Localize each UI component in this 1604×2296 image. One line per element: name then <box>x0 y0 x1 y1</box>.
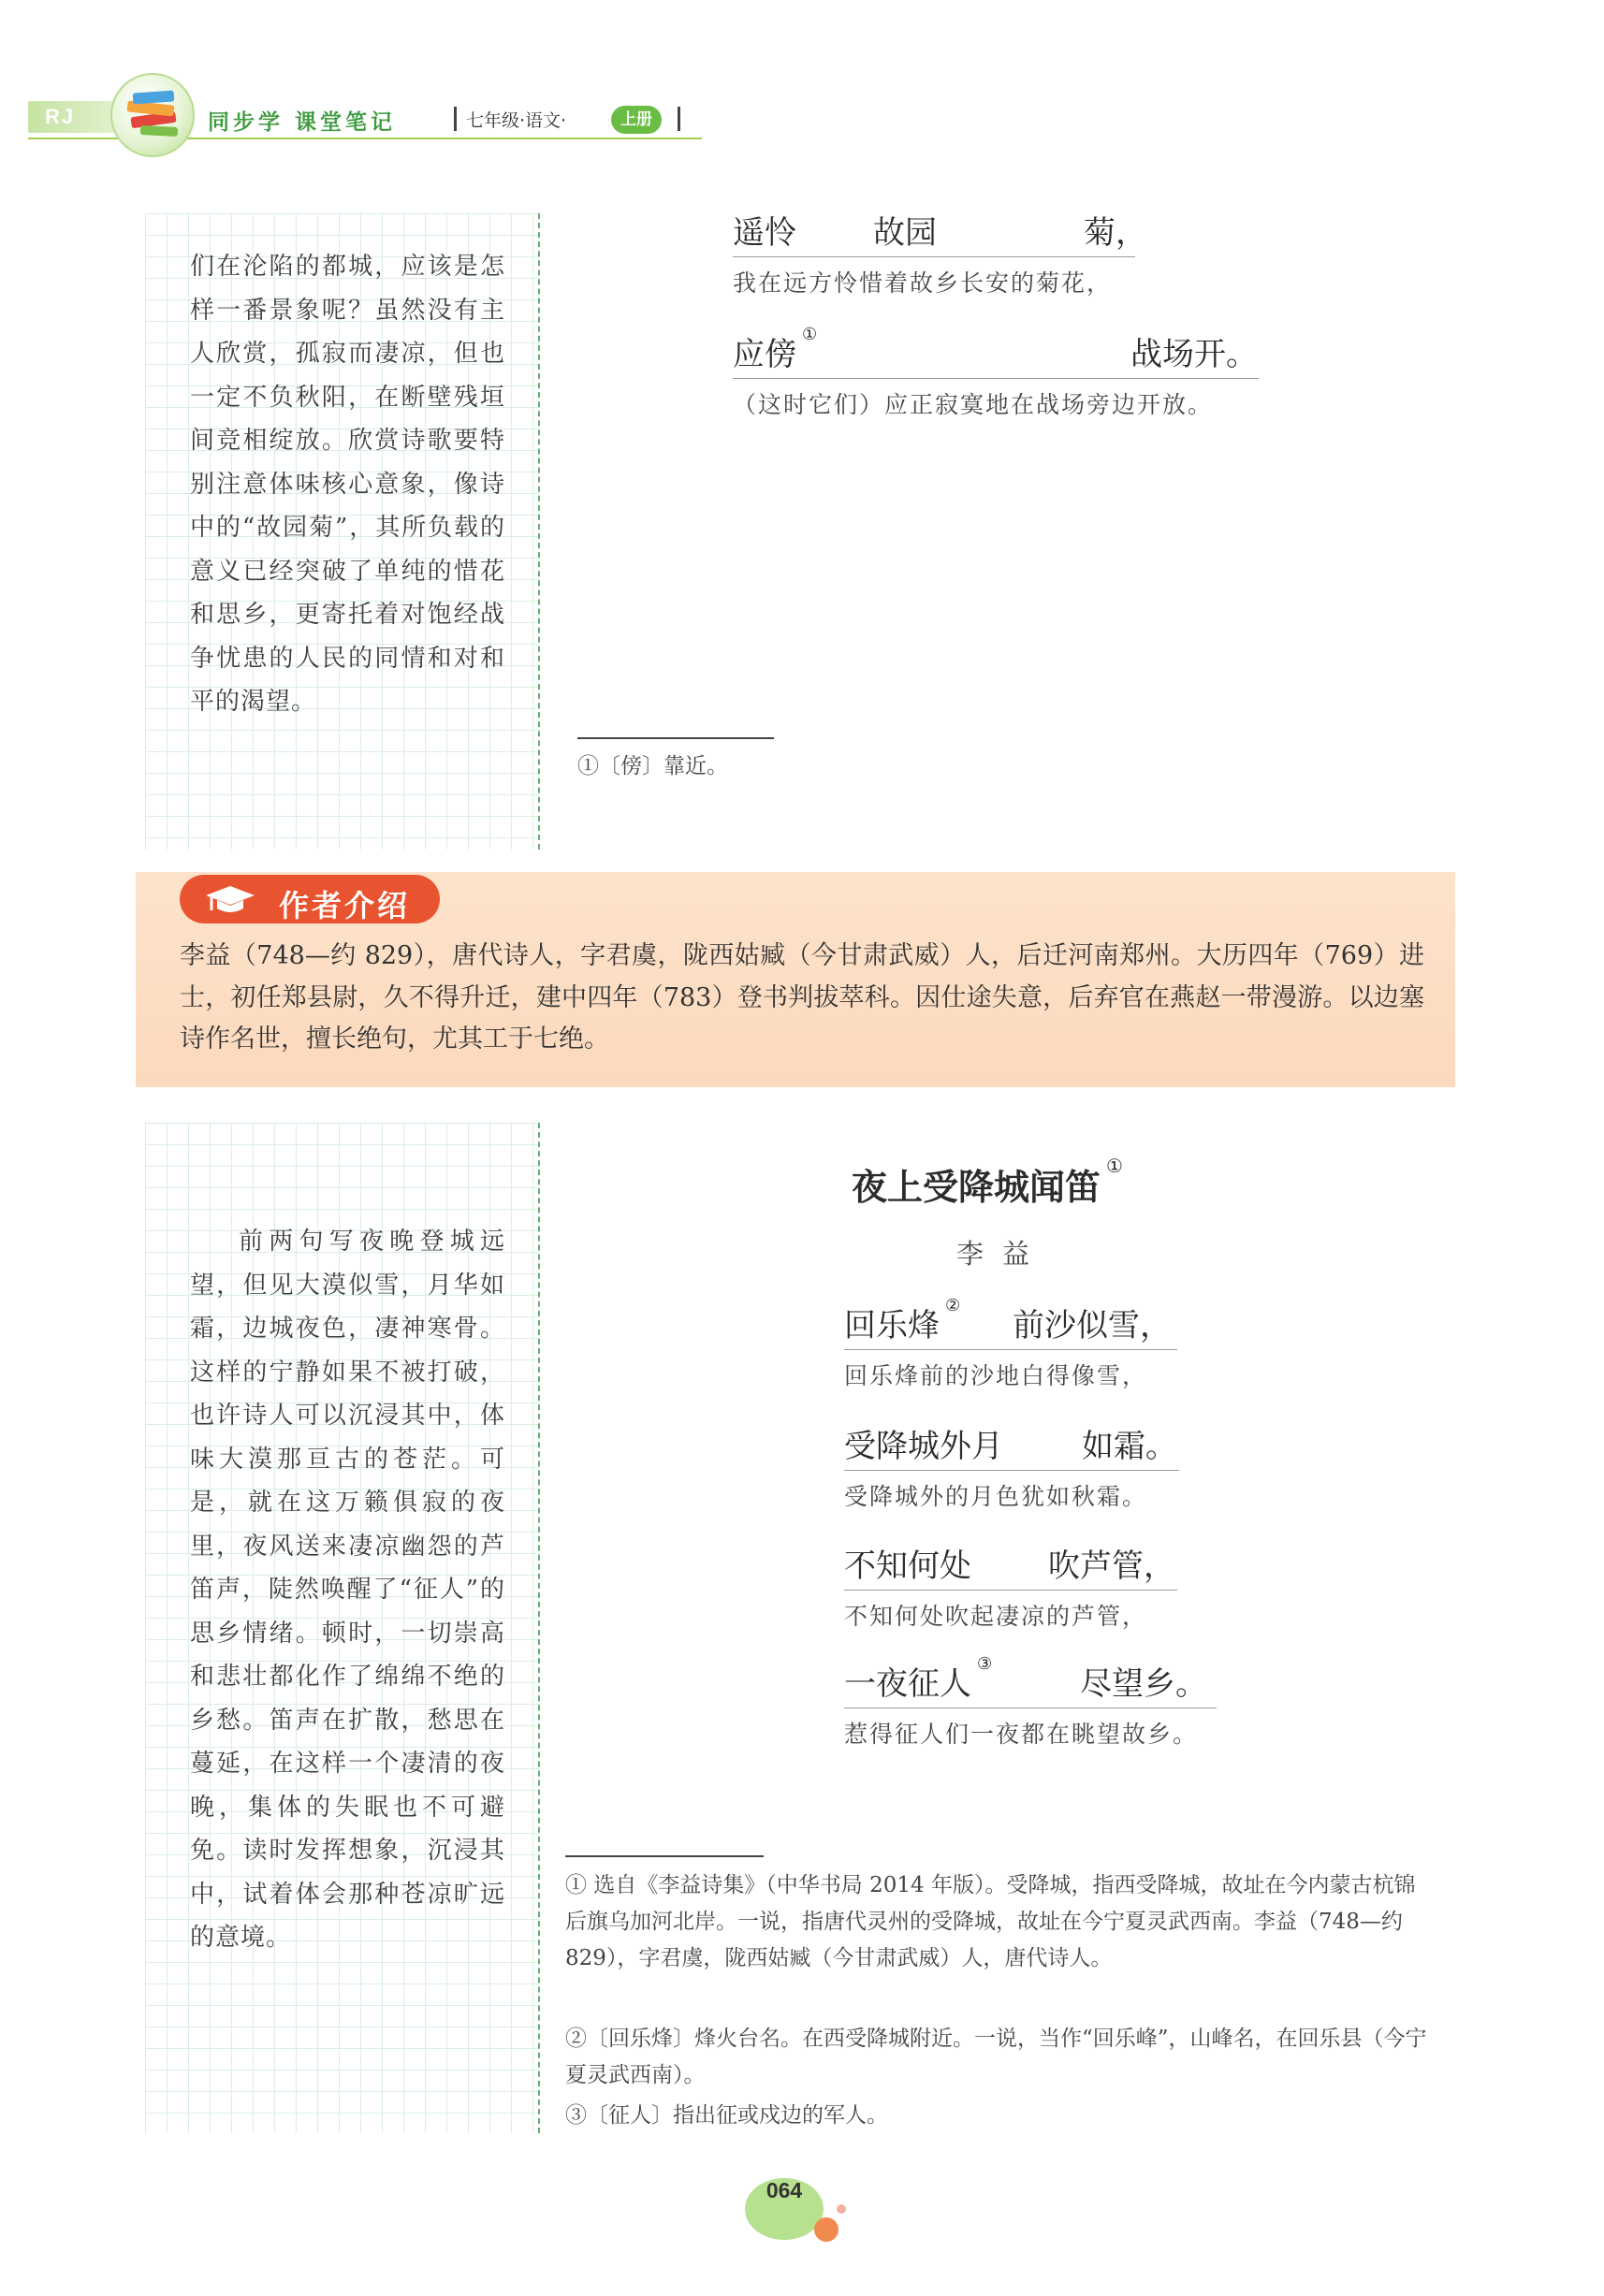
poem-translation: 我在远方怜惜着故乡长安的菊花， <box>733 269 1113 297</box>
poem-word: 战场开。 <box>1130 336 1258 373</box>
footnote: ③〔征人〕指出征或戍边的军人。 <box>565 2103 888 2128</box>
footnote-marker: ③ <box>977 1654 993 1674</box>
edition-code: RJ <box>45 105 76 128</box>
poem-line <box>733 325 1259 420</box>
graduation-cap-icon <box>200 875 256 923</box>
poem-word: 如霜。 <box>1082 1428 1177 1465</box>
poem-word: 菊， <box>1084 214 1147 252</box>
footnote-marker: ① <box>1106 1155 1123 1177</box>
footnote: ①〔傍〕靠近。 <box>577 754 728 778</box>
poem-translation: 受降城外的月色犹如秋霜。 <box>844 1483 1148 1510</box>
header-separator <box>678 107 680 131</box>
footnote: ②〔回乐烽〕烽火台名。在西受降城附近。一说，当作“回乐峰”，山峰名，在回乐县（今宁夏灵武西南）。 <box>565 2027 1427 2087</box>
decorative-dot <box>814 2217 838 2242</box>
volume-badge: 上册 <box>611 106 662 134</box>
footnote-rule <box>577 737 774 739</box>
side-note-box <box>145 1123 540 2133</box>
footnote-marker: ② <box>945 1296 961 1315</box>
poem-word: 一夜征人 <box>844 1665 971 1703</box>
poem-line <box>844 1421 1179 1512</box>
poem-translation: （这时它们）应正寂寞地在战场旁边开放。 <box>733 391 1214 418</box>
poem-translation: 不知何处吹起凄凉的芦管， <box>844 1603 1148 1630</box>
poem-word: 故园 <box>873 214 937 252</box>
series-title: 同步学 课堂笔记 <box>208 110 397 135</box>
poem-author: 李益 <box>956 1238 1049 1270</box>
side-note-text: 前两句写夜晚登城远望，但见大漠似雪，月华如霜，边城夜色，凄神寒骨。这样的宁静如果不被打破，也许诗人可以沉浸其中，体味大漠那亘古的苍茫。可是，就在这万籁俱寂的夜里，夜风送来凄凉幽怨的芦笛声，陡然唤醒了“征人”的思乡情绪。顿时，一切崇高和悲壮都化作了绵绵不绝的乡愁。笛声在扩散，愁思在蔓延，在这样一个凄清的夜晚，集体的失眠也不可避免。读时发挥想象，沉浸其中，试着体会那种苍凉旷远的意境。 <box>190 1228 505 1952</box>
decorative-dot <box>837 2204 846 2214</box>
header-separator <box>454 107 457 131</box>
poem-line <box>844 1654 1217 1750</box>
poem-line <box>844 1296 1177 1391</box>
side-note-text: 们在沦陷的都城，应该是怎样一番景象呢？虽然没有主人欣赏，孤寂而凄凉，但也一定不负秋阳，在断壁残垣间竞相绽放。欣赏诗歌要特别注意体味核心意象，像诗中的“故园菊”，其所负载的意义已经突破了单纯的惜花和思乡，更寄托着对饱经战争忧患的人民的同情和对和平的渴望。 <box>190 253 505 716</box>
books-logo-icon <box>110 73 195 157</box>
poem-word: 回乐烽 <box>844 1307 940 1344</box>
page-number: 064 <box>745 2178 824 2240</box>
poem-translation: 惹得征人们一夜都在眺望故乡。 <box>844 1721 1199 1748</box>
poem-word: 应傍 <box>733 336 796 373</box>
poem-word: 不知何处 <box>844 1548 971 1585</box>
side-note-box <box>145 213 540 850</box>
poem-word: 尽望乡。 <box>1080 1665 1207 1703</box>
poem-title: 夜上受降城闻笛① <box>852 1155 1123 1208</box>
poem-line <box>844 1541 1177 1632</box>
footnote-rule <box>565 1855 764 1857</box>
grade-subject: 七年级·语文· <box>466 110 567 131</box>
poem-line <box>733 208 1147 298</box>
author-intro-text: 李益（748—约 829），唐代诗人，字君虞，陇西姑臧（今甘肃武威）人，后迁河南郑州。大历四年（769）进士，初任郑县尉，久不得升迁，建中四年（783）登书判拔萃科。因仕途失意，后弃官在燕赵一带漫游。以边塞诗作名世，擅长绝句，尤其工于七绝。 <box>180 941 1424 1054</box>
author-intro-label: 作者介绍 <box>279 888 411 923</box>
poem-word: 遥怜 <box>733 214 796 252</box>
poem-translation: 回乐烽前的沙地白得像雪， <box>844 1362 1148 1389</box>
footnote: ① 选自《李益诗集》（中华书局 2014 年版）。受降城，指西受降城，故址在今内蒙古杭锦后旗乌加河北岸。一说，指唐代灵州的受降城，故址在今宁夏灵武西南。李益（748—约 829），字君虞，陇西姑臧（今甘肃武威）人，唐代诗人。 <box>565 1873 1416 1970</box>
footnote-marker: ① <box>802 325 818 344</box>
poem-word: 受降城外月 <box>844 1428 1003 1465</box>
poem-word: 前沙似雪， <box>1013 1307 1172 1344</box>
poem-word: 吹芦管， <box>1048 1548 1175 1585</box>
